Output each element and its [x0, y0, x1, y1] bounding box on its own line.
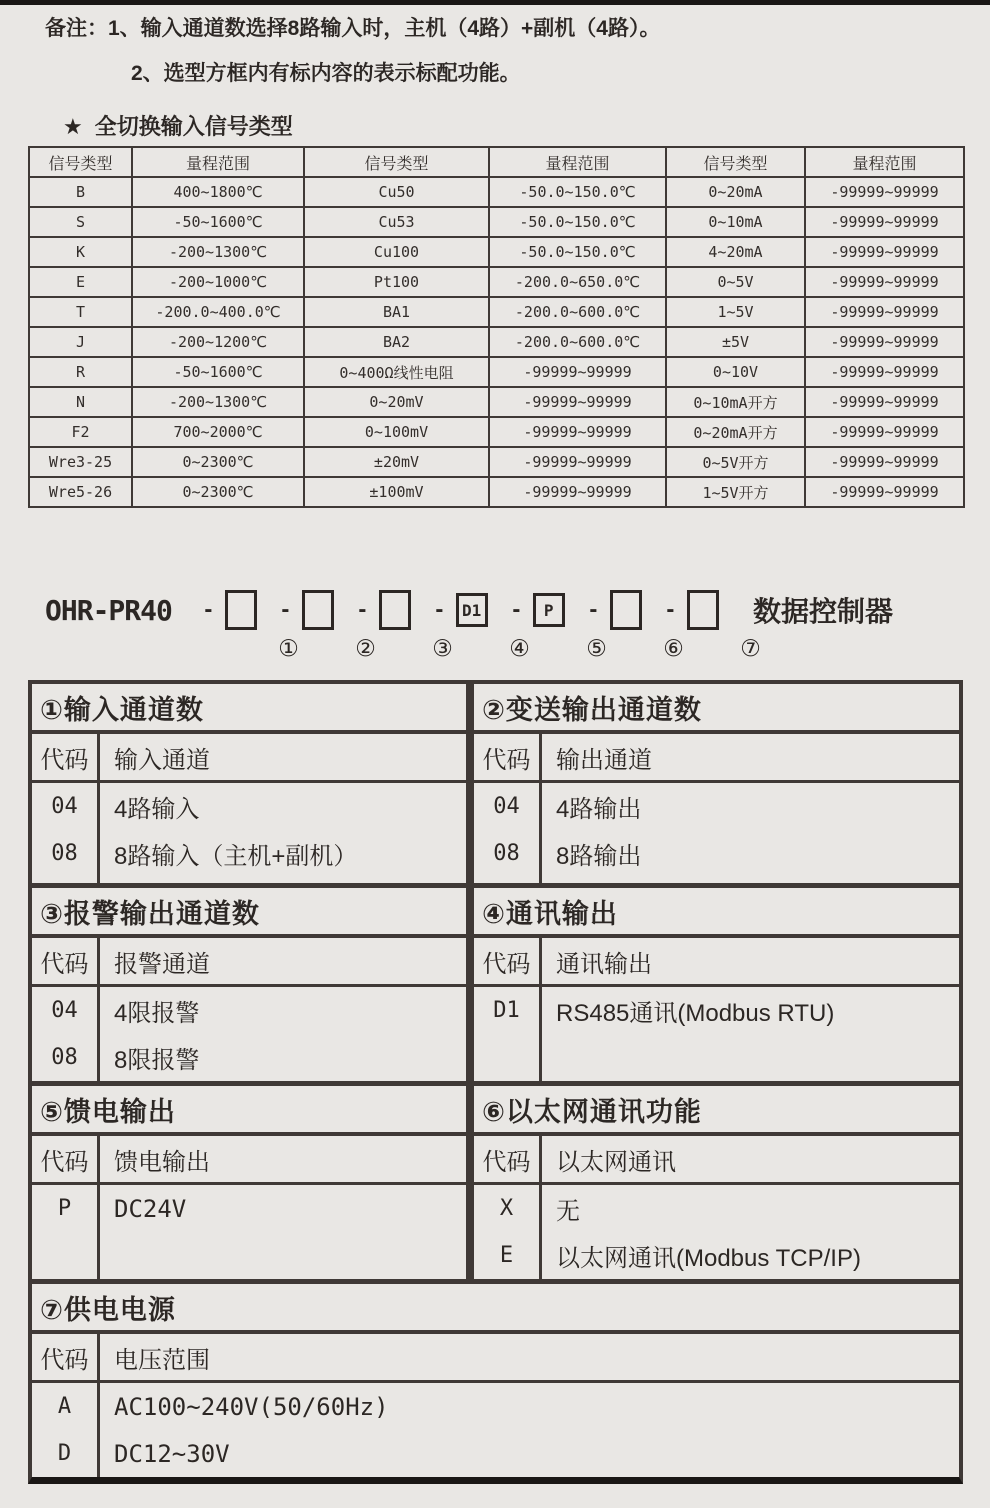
model-slot-2 — [269, 590, 346, 630]
signal-table-header: 信号类型 — [666, 147, 805, 177]
signal-type-cell: 0~10mA开方 — [666, 387, 805, 417]
table-row — [29, 237, 964, 267]
option-label: 8限报警 — [114, 1047, 200, 1074]
range-cell: -200.0~600.0℃ — [489, 297, 666, 327]
section-power-supply — [32, 1284, 959, 1477]
table-row — [29, 327, 964, 357]
marker-1: ① — [278, 634, 299, 661]
signal-type-cell: 1~5V开方 — [666, 477, 805, 507]
model-box-2 — [302, 590, 334, 630]
section-title: ⑥以太网通讯功能 — [474, 1086, 959, 1136]
option-label: 无 — [556, 1198, 580, 1225]
range-cell: -200.0~400.0℃ — [132, 297, 304, 327]
table-row — [29, 297, 964, 327]
model-box-1 — [225, 590, 257, 630]
option-label: 4限报警 — [114, 1000, 200, 1027]
signal-type-cell: ±5V — [666, 327, 805, 357]
range-cell: -99999~99999 — [805, 447, 964, 477]
model-slot-5 — [500, 593, 577, 627]
code-header: 代码 — [474, 1136, 542, 1182]
range-cell: -200.0~650.0℃ — [489, 267, 666, 297]
signal-type-table — [28, 146, 965, 508]
selection-row-1 — [32, 684, 959, 883]
signal-type-cell: N — [29, 387, 132, 417]
range-cell: -200~1200℃ — [132, 327, 304, 357]
section-title: ⑦供电电源 — [32, 1284, 959, 1334]
signal-type-cell: BA1 — [304, 297, 489, 327]
code-value: X — [499, 1196, 514, 1221]
signal-type-cell: Pt100 — [304, 267, 489, 297]
option-label: DC12~30V — [114, 1439, 230, 1468]
range-cell: -50.0~150.0℃ — [489, 237, 666, 267]
marker-6: ⑥ — [663, 634, 684, 661]
signal-table-header: 量程范围 — [132, 147, 304, 177]
note-line-1-text: 1、输入通道数选择8路输入时，主机（4路）+副机（4路）。 — [108, 17, 661, 40]
range-cell: -50~1600℃ — [132, 357, 304, 387]
option-label: 8路输入（主机+副机） — [114, 843, 358, 870]
signal-type-cell: K — [29, 237, 132, 267]
model-slot-7 — [654, 590, 731, 630]
range-cell: 700~2000℃ — [132, 417, 304, 447]
code-header: 代码 — [474, 734, 542, 780]
section-ethernet-communication — [474, 1086, 959, 1279]
code-header: 代码 — [32, 734, 100, 780]
model-slot-1 — [192, 590, 269, 630]
section-header-row — [474, 734, 959, 783]
section-body — [474, 783, 959, 883]
code-header: 代码 — [32, 938, 100, 984]
option-label: DC24V — [114, 1194, 187, 1223]
model-prefix: OHR-PR40 — [45, 593, 172, 627]
section-header-row — [32, 1334, 959, 1383]
notes — [0, 5, 990, 88]
section-body — [32, 783, 466, 883]
table-row — [29, 207, 964, 237]
dash: - — [358, 596, 367, 623]
signal-table-header: 量程范围 — [805, 147, 964, 177]
dash: - — [589, 596, 598, 623]
range-cell: -200~1000℃ — [132, 267, 304, 297]
model-box-6 — [610, 590, 642, 630]
notes-label: 备注： — [45, 17, 108, 40]
marker-5: ⑤ — [586, 634, 607, 661]
signal-type-cell: 4~20mA — [666, 237, 805, 267]
section-title: ①输入通道数 — [32, 684, 466, 734]
section-body — [32, 987, 466, 1081]
signal-type-cell: 0~20mV — [304, 387, 489, 417]
signal-type-cell: 0~5V — [666, 267, 805, 297]
signal-type-cell: R — [29, 357, 132, 387]
table-row — [29, 477, 964, 507]
option-label: 8路输出 — [556, 843, 642, 870]
range-cell: -99999~99999 — [805, 417, 964, 447]
range-cell: -99999~99999 — [805, 357, 964, 387]
model-slot-3 — [346, 590, 423, 630]
marker-3: ③ — [432, 634, 453, 661]
table-row — [29, 267, 964, 297]
code-header: 代码 — [474, 938, 542, 984]
code-value: 08 — [51, 1045, 78, 1070]
section-body — [32, 1185, 466, 1279]
label-header: 输入通道 — [114, 746, 210, 774]
range-cell: -50.0~150.0℃ — [489, 207, 666, 237]
range-cell: -99999~99999 — [805, 387, 964, 417]
code-value: 04 — [51, 998, 78, 1023]
section-body — [32, 1383, 959, 1477]
model-slot-4 — [423, 593, 500, 627]
marker-4: ④ — [509, 634, 530, 661]
section-body — [474, 987, 959, 1081]
range-cell: -99999~99999 — [805, 267, 964, 297]
section-header-row — [32, 1136, 466, 1185]
note-line-2: 2、选型方框内有标内容的表示标配功能。 — [131, 62, 521, 85]
section-title: ②变送输出通道数 — [474, 684, 959, 734]
model-slot-6 — [577, 590, 654, 630]
model-code-diagram — [45, 588, 990, 664]
signal-type-cell: B — [29, 177, 132, 207]
range-cell: -200~1300℃ — [132, 237, 304, 267]
signal-type-cell: Cu100 — [304, 237, 489, 267]
signal-table-title-text: 全切换输入信号类型 — [94, 114, 293, 139]
option-label: RS485通讯(Modbus RTU) — [556, 1000, 835, 1027]
signal-table-header: 量程范围 — [489, 147, 666, 177]
signal-type-cell: Cu50 — [304, 177, 489, 207]
option-label: 4路输入 — [114, 796, 200, 823]
section-alarm-output-channels — [32, 888, 466, 1081]
model-box-4: D1 — [456, 593, 488, 627]
model-box-7 — [687, 590, 719, 630]
signal-type-cell: 0~10V — [666, 357, 805, 387]
range-cell: -99999~99999 — [805, 477, 964, 507]
section-header-row — [32, 734, 466, 783]
range-cell: -200.0~600.0℃ — [489, 327, 666, 357]
dash: - — [435, 596, 444, 623]
table-row — [29, 447, 964, 477]
table-row — [29, 177, 964, 207]
code-value: 08 — [493, 841, 520, 866]
signal-type-cell: S — [29, 207, 132, 237]
label-header: 输出通道 — [556, 746, 652, 774]
signal-type-cell: Wre3-25 — [29, 447, 132, 477]
label-header: 通讯输出 — [556, 950, 652, 978]
signal-type-cell: ±100mV — [304, 477, 489, 507]
range-cell: 0~2300℃ — [132, 477, 304, 507]
option-label: AC100~240V(50/60Hz) — [114, 1392, 389, 1421]
code-value: E — [499, 1243, 514, 1268]
signal-type-cell: 1~5V — [666, 297, 805, 327]
code-value: A — [57, 1394, 72, 1419]
code-value: 08 — [51, 841, 78, 866]
range-cell: -99999~99999 — [805, 207, 964, 237]
signal-type-cell: F2 — [29, 417, 132, 447]
section-header-row — [474, 1136, 959, 1185]
signal-type-cell: 0~5V开方 — [666, 447, 805, 477]
label-header: 报警通道 — [114, 950, 210, 978]
signal-type-cell: J — [29, 327, 132, 357]
signal-type-cell: BA2 — [304, 327, 489, 357]
range-cell: -99999~99999 — [489, 447, 666, 477]
section-transmit-output-channels — [474, 684, 959, 883]
code-value: 04 — [493, 794, 520, 819]
section-header-row — [474, 938, 959, 987]
range-cell: -99999~99999 — [489, 357, 666, 387]
option-label: 以太网通讯(Modbus TCP/IP) — [556, 1245, 861, 1272]
code-header: 代码 — [32, 1136, 100, 1182]
signal-type-cell: 0~400Ω线性电阻 — [304, 357, 489, 387]
section-input-channels — [32, 684, 466, 883]
section-body — [474, 1185, 959, 1279]
model-suffix: 数据控制器 — [753, 596, 894, 627]
vertical-divider — [466, 684, 474, 883]
label-header: 馈电输出 — [114, 1148, 210, 1176]
signal-type-cell: Wre5-26 — [29, 477, 132, 507]
section-feed-power-output — [32, 1086, 466, 1279]
selection-row-3 — [32, 1086, 959, 1279]
marker-7: ⑦ — [740, 634, 761, 661]
model-markers-row — [237, 632, 990, 664]
star-icon: ★ — [63, 114, 83, 139]
signal-type-cell: 0~20mA — [666, 177, 805, 207]
vertical-divider — [466, 1086, 474, 1279]
code-header: 代码 — [32, 1334, 100, 1380]
label-header: 电压范围 — [114, 1346, 210, 1374]
code-value: P — [57, 1196, 72, 1221]
range-cell: -99999~99999 — [805, 177, 964, 207]
code-value: D1 — [493, 998, 520, 1023]
selection-tables-block — [28, 680, 963, 1484]
section-communication-output — [474, 888, 959, 1081]
signal-table-header-row — [29, 147, 964, 177]
table-row — [29, 417, 964, 447]
signal-type-cell: 0~20mA开方 — [666, 417, 805, 447]
signal-table-header: 信号类型 — [304, 147, 489, 177]
signal-type-cell: ±20mV — [304, 447, 489, 477]
section-header-row — [32, 938, 466, 987]
range-cell: -200~1300℃ — [132, 387, 304, 417]
option-label: 4路输出 — [556, 796, 642, 823]
signal-type-cell: 0~100mV — [304, 417, 489, 447]
model-code-line — [45, 588, 990, 632]
dash: - — [512, 596, 521, 623]
signal-type-cell: Cu53 — [304, 207, 489, 237]
signal-type-cell: T — [29, 297, 132, 327]
code-value: D — [57, 1441, 72, 1466]
signal-type-cell: 0~10mA — [666, 207, 805, 237]
section-title: ③报警输出通道数 — [32, 888, 466, 938]
range-cell: -99999~99999 — [489, 477, 666, 507]
vertical-divider — [466, 888, 474, 1081]
dash: - — [204, 596, 213, 623]
section-title: ④通讯输出 — [474, 888, 959, 938]
section-title: ⑤馈电输出 — [32, 1086, 466, 1136]
range-cell: -99999~99999 — [805, 297, 964, 327]
range-cell: 0~2300℃ — [132, 447, 304, 477]
dash: - — [666, 596, 675, 623]
signal-table-header: 信号类型 — [29, 147, 132, 177]
note-line-1 — [45, 14, 990, 43]
code-value: 04 — [51, 794, 78, 819]
range-cell: -50.0~150.0℃ — [489, 177, 666, 207]
label-header: 以太网通讯 — [556, 1148, 676, 1176]
range-cell: -99999~99999 — [805, 237, 964, 267]
range-cell: -50~1600℃ — [132, 207, 304, 237]
table-row — [29, 357, 964, 387]
selection-row-2 — [32, 888, 959, 1081]
signal-type-cell: E — [29, 267, 132, 297]
range-cell: -99999~99999 — [489, 387, 666, 417]
range-cell: -99999~99999 — [805, 327, 964, 357]
model-box-3 — [379, 590, 411, 630]
range-cell: 400~1800℃ — [132, 177, 304, 207]
range-cell: -99999~99999 — [489, 417, 666, 447]
table-row — [29, 387, 964, 417]
dash: - — [281, 596, 290, 623]
signal-table-title — [63, 110, 990, 138]
model-box-5: P — [533, 593, 565, 627]
marker-2: ② — [355, 634, 376, 661]
